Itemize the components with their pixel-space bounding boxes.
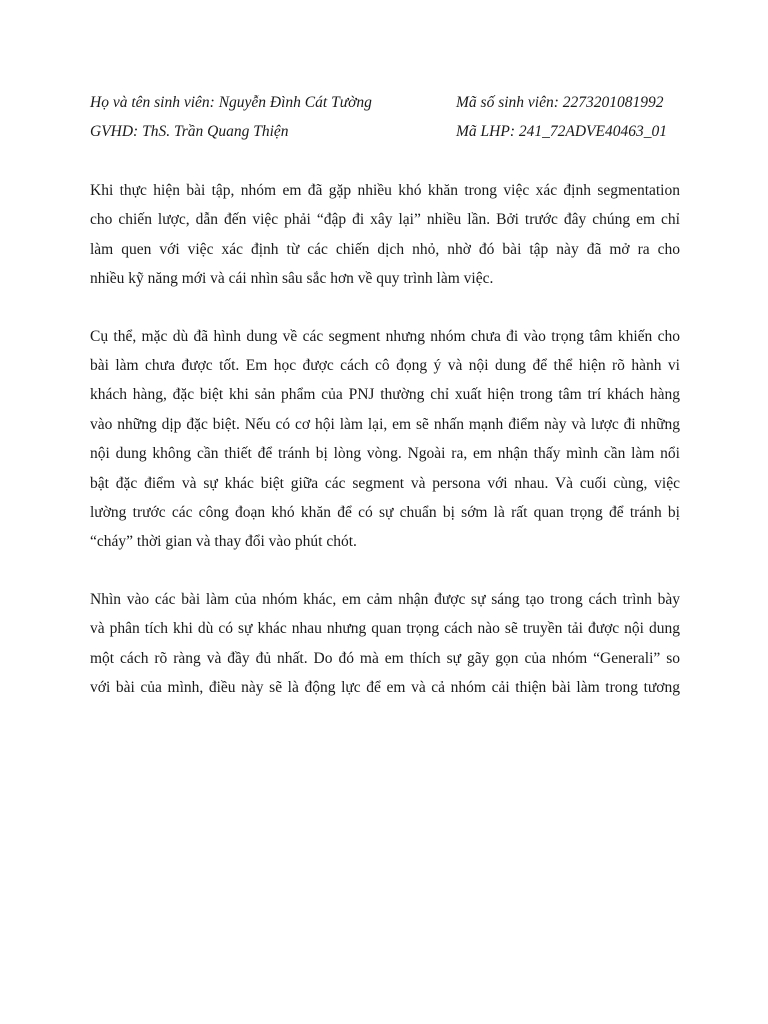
header-row-1	[90, 88, 680, 117]
paragraph-line: vào những dịp đặc biệt. Nếu có cơ hội làm lại, em sẽ nhấn mạnh điểm này và lược đi những	[90, 415, 680, 433]
paragraph-2	[90, 322, 680, 557]
paragraph-line: làm quen với việc xác định từ các chiến dịch nhỏ, nhờ đó bài tập này đã mở ra cho	[90, 240, 680, 258]
paragraph-line: nội dung không cần thiết để tránh bị lòng vòng. Ngoài ra, em nhận thấy mình cần làm nổi	[90, 445, 680, 463]
paragraph-line: khách hàng, đặc biệt khi sản phẩm của PNJ thường chỉ xuất hiện trong tâm trí khách hàng	[90, 386, 680, 404]
advisor-name: GVHD: ThS. Trần Quang Thiện	[90, 123, 289, 140]
paragraph-line: với bài của mình, điều này sẽ là động lực để em và cả nhóm cải thiện bài làm trong tương	[90, 679, 680, 697]
paragraph-3	[90, 585, 680, 703]
paragraph-line: và phân tích khi dù có sự khác nhau nhưng quan trọng cách nào sẽ truyền tải được nội dung	[90, 620, 680, 638]
paragraph-line: Cụ thể, mặc dù đã hình dung về các segment nhưng nhóm chưa đi vào trọng tâm khiến cho	[90, 327, 680, 345]
paragraph-line: cho chiến lược, dẫn đến việc phải “đập đi xây lại” nhiều lần. Bởi trước đây chúng em chỉ	[90, 211, 680, 229]
document-header	[90, 88, 680, 146]
header-row-2	[90, 117, 680, 146]
student-name: Họ và tên sinh viên: Nguyễn Đình Cát Tường	[90, 94, 372, 111]
paragraph-line: một cách rõ ràng và đầy đủ nhất. Do đó mà em thích sự gãy gọn của nhóm “Generali” so	[90, 649, 680, 667]
document-body	[90, 176, 680, 731]
paragraph-line: lường trước các công đoạn khó khăn để có sự chuẩn bị sớm là rất quan trọng để tránh bị	[90, 504, 680, 522]
paragraph-line: Khi thực hiện bài tập, nhóm em đã gặp nhiều khó khăn trong việc xác định segmentation	[90, 182, 680, 199]
student-id: Mã số sinh viên: 2273201081992	[456, 94, 664, 111]
paragraph-1	[90, 176, 680, 294]
class-code: Mã LHP: 241_72ADVE40463_01	[456, 123, 667, 140]
paragraph-line: bài làm chưa được tốt. Em học được cách cô đọng ý và nội dung để thể hiện rõ hành vi	[90, 357, 680, 375]
paragraph-line: nhiều kỹ năng mới và cái nhìn sâu sắc hơn về quy trình làm việc.	[90, 270, 494, 288]
paragraph-line: Nhìn vào các bài làm của nhóm khác, em cảm nhận được sự sáng tạo trong cách trình bày	[90, 590, 680, 608]
paragraph-line: “cháy” thời gian và thay đổi vào phút chót.	[90, 533, 357, 551]
paragraph-line: bật đặc điểm và sự khác biệt giữa các segment và persona với nhau. Và cuối cùng, việc	[90, 474, 680, 492]
